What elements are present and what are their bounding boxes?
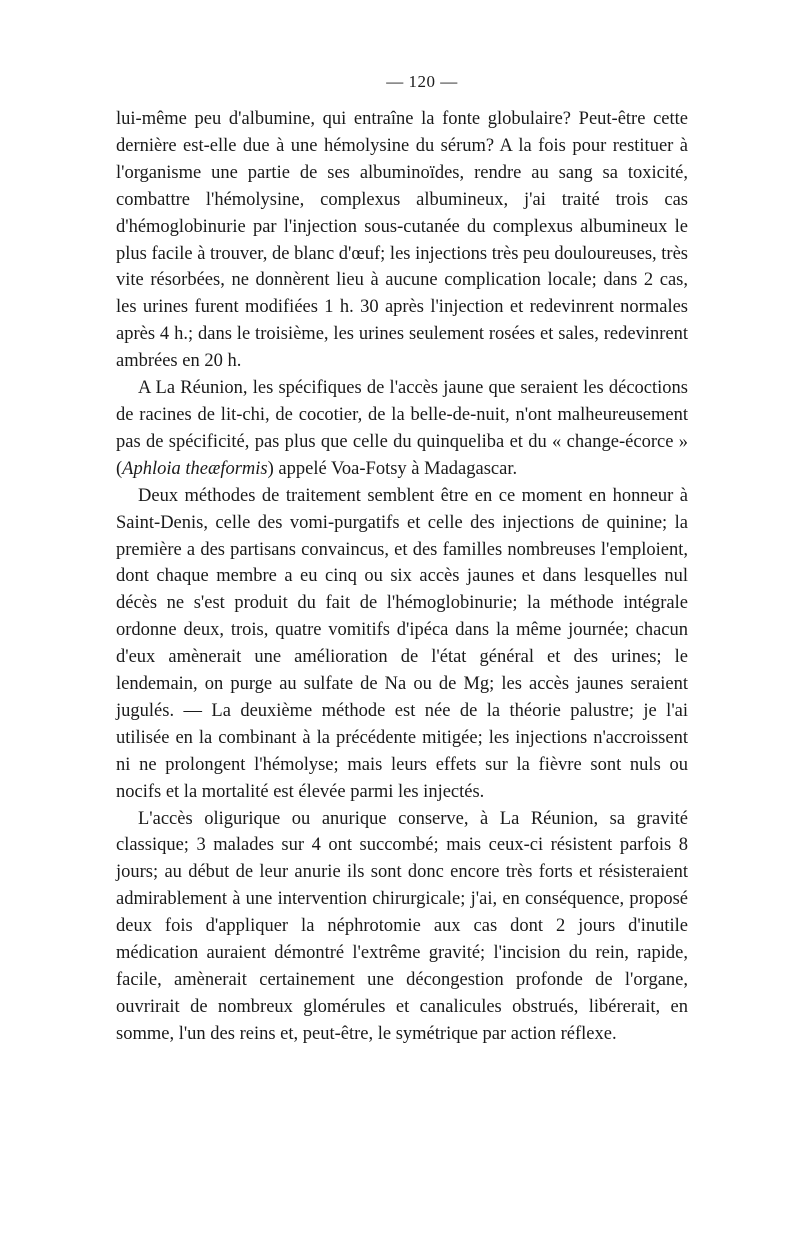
- paragraph-oliguric-access: L'accès oligurique ou anurique conserve, à La Réunion, sa gravité classique; 3 malades sur 4 ont succombé; mais ceux-ci résistent parfois 8 jours; au début de leur anurie ils sont donc encore très forts et résisteraient admirablement à une intervention chirurgicale; j'ai, en conséquence, proposé deux fois d'appliquer la néphrotomie aux cas dont 2 jours d'inutile médication auraient démontré l'extrême gravité; l'incision du rein, rapide, facile, amènerait certainement une décongestion profonde de l'organe, ouvrirait de nombreux glomérules et canalicules obstrués, libérerait, en somme, l'un des reins et, peut-être, le symétrique par action réflexe.: [116, 808, 688, 1044]
- paragraph-reunion-remedies-text: A La Réunion, les spécifiques de l'accès jaune que seraient les décoctions de racines de lit-chi, de cocotier, de la belle-de-nuit, n'ont malheureusement pas de spécificité, pas plus que celle du quinqueliba et du « change-écorce » (: [116, 378, 688, 479]
- page-number: — 120 —: [386, 72, 458, 91]
- species-name-italic: Aphloia theæformis: [122, 458, 268, 479]
- paragraph-reunion-remedies-tail: ) appelé Voa-Fotsy à Madagascar.: [267, 458, 518, 479]
- paragraph-treatment-methods: Deux méthodes de traitement semblent être en ce moment en honneur à Saint-Denis, celle des vomi-purgatifs et celle des injections de quinine; la première a des partisans convaincus, et des familles nombreuses l'emploient, dont chaque membre a eu cinq ou six accès jaunes et dans lesquelles nul décès ne s'est produit du fait de l'hémoglobinurie; la méthode intégrale ordonne deux, trois, quatre vomitifs d'ipéca dans la même journée; chacun d'eux amènerait une amélioration de l'état général et des urines; le lendemain, on purge au sulfate de Na ou de Mg; les accès jaunes seraient jugulés. — La deuxième méthode est née de la théorie palustre; je l'ai utilisée en la combinant à la précédente mitigée; les injections n'accroissent ni ne prolongent l'hémolyse; mais leurs effets sur la fièvre sont nuls ou nocifs et la mortalité est élevée parmi les injectés.: [116, 485, 688, 802]
- paragraph-reunion-remedies: [116, 375, 688, 483]
- paragraph-albumin-injection: lui-même peu d'albumine, qui entraîne la fonte globulaire? Peut-être cette dernière est-elle due à une hémolysine du sérum? A la fois pour restituer à l'organisme une partie de ses albuminoïdes, rendre au sang sa toxicité, combattre l'hémolysine, complexus albumineux, j'ai traité trois cas d'hémoglobinurie par l'injection sous-cutanée du complexus albumineux le plus facile à trouver, de blanc d'œuf; les injections très peu douloureuses, très vite résorbées, ne donnèrent lieu à aucune complication locale; dans 2 cas, les urines furent modifiées 1 h. 30 après l'injection et redevinrent normales après 4 h.; dans le troisième, les urines seulement rosées et sales, redevinrent ambrées en 20 h.: [116, 109, 688, 372]
- book-page: [116, 72, 688, 1048]
